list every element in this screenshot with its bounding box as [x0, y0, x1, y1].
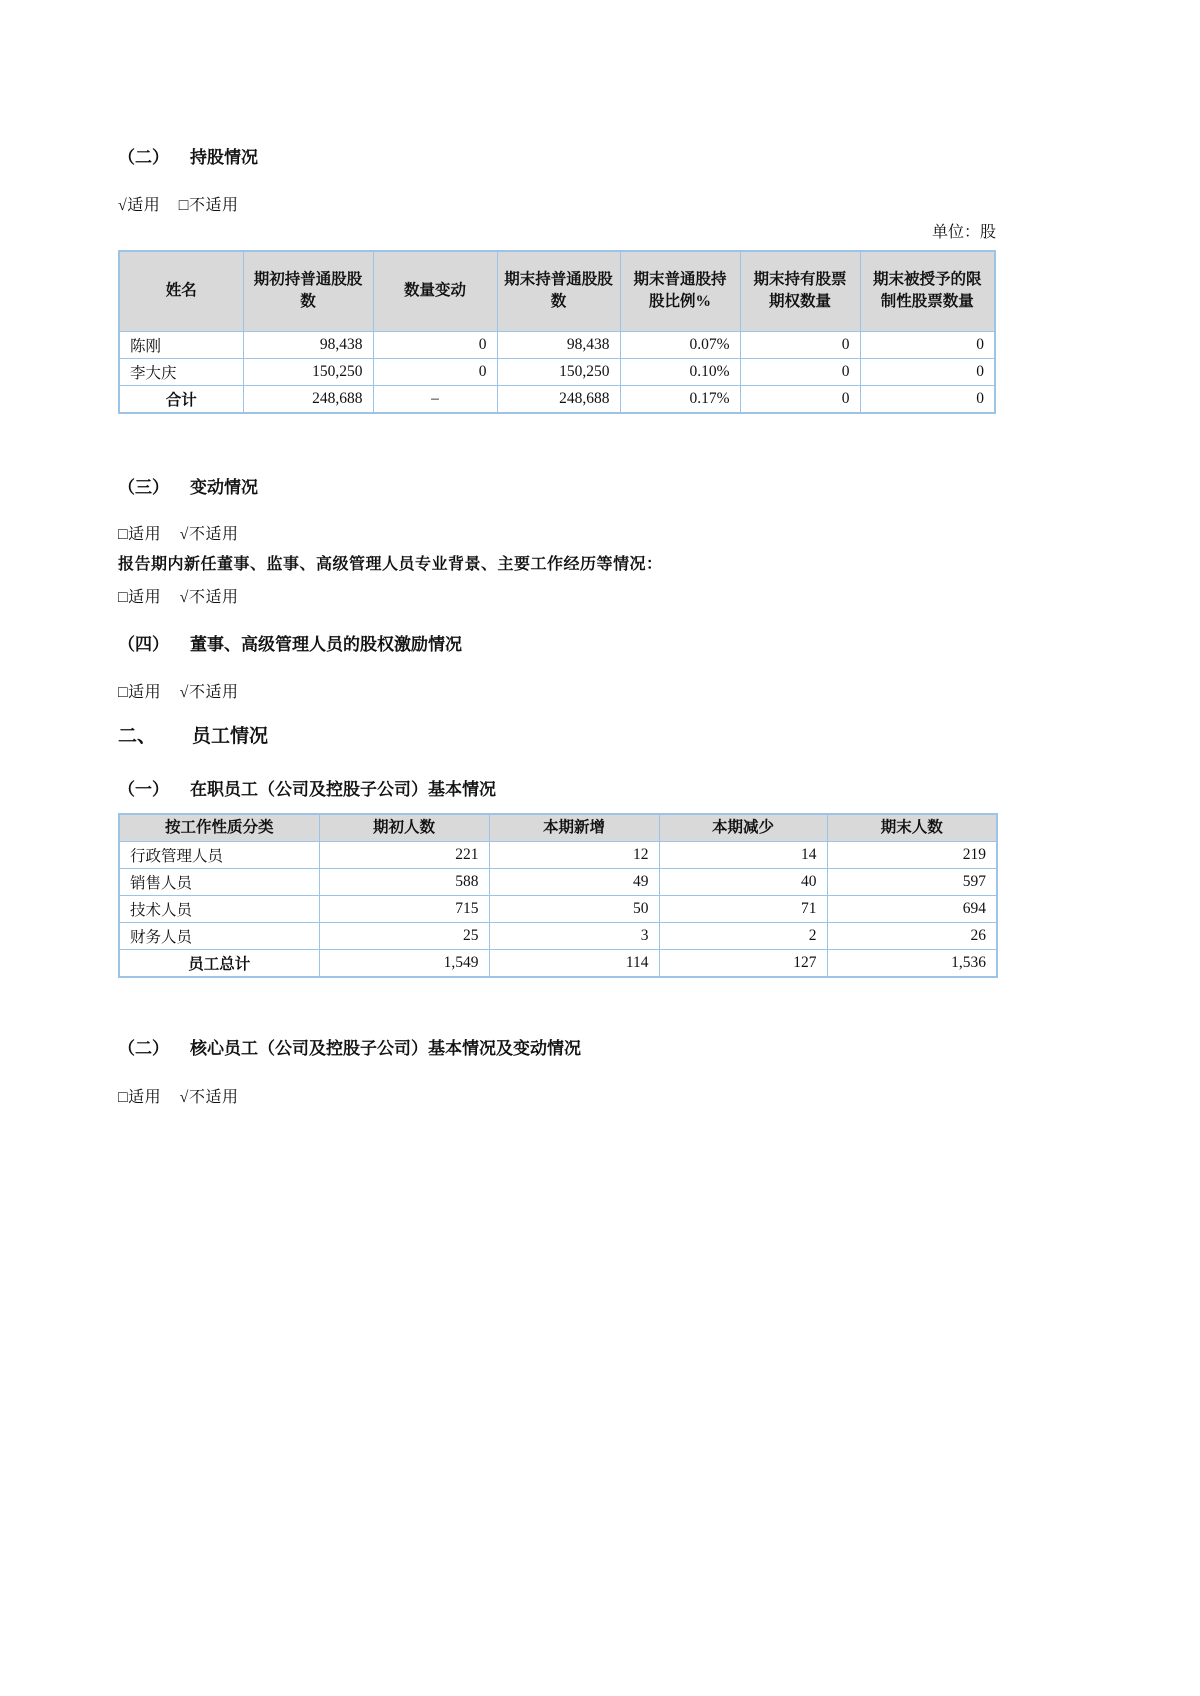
table-row — [119, 896, 997, 923]
col-header-name: 姓名 — [119, 251, 243, 331]
cell-restricted: 0 — [860, 331, 995, 358]
table-header-row — [119, 251, 995, 331]
table-row — [119, 869, 997, 896]
col-header-reduced: 本期减少 — [659, 814, 827, 842]
cell-change: – — [373, 385, 497, 413]
section-number: （二） — [118, 1039, 169, 1058]
cell-end-count: 26 — [827, 923, 997, 950]
section-heading-changes — [118, 473, 996, 498]
cell-begin-shares: 98,438 — [243, 331, 373, 358]
cell-end-shares: 98,438 — [497, 331, 620, 358]
cell-end-count: 597 — [827, 869, 997, 896]
table-row — [119, 842, 997, 869]
section-title: 员工情况 — [192, 726, 269, 747]
cell-options: 0 — [740, 358, 860, 385]
section-title: 在职员工（公司及控股子公司）基本情况 — [190, 780, 496, 799]
cell-change: 0 — [373, 331, 497, 358]
cell-begin-count: 588 — [319, 869, 489, 896]
cell-reduced: 71 — [659, 896, 827, 923]
section-heading-active-employees — [118, 775, 996, 800]
cell-restricted: 0 — [860, 358, 995, 385]
cell-reduced: 40 — [659, 869, 827, 896]
not-applicable-option: □不适用 — [178, 197, 239, 214]
cell-category: 行政管理人员 — [119, 842, 319, 869]
col-header-restricted: 期末被授予的限制性股票数量 — [860, 251, 995, 331]
unit-note: 单位：股 — [931, 224, 996, 241]
col-header-end-count: 期末人数 — [827, 814, 997, 842]
section-number: （二） — [118, 148, 169, 167]
cell-added: 50 — [489, 896, 659, 923]
col-header-change: 数量变动 — [373, 251, 497, 331]
col-header-end-ratio: 期末普通股持股比例% — [620, 251, 740, 331]
table-row — [119, 358, 995, 385]
col-header-begin-count: 期初人数 — [319, 814, 489, 842]
applicability-line-core — [118, 1084, 996, 1107]
col-header-added: 本期新增 — [489, 814, 659, 842]
section-heading-incentive — [118, 630, 996, 655]
table-total-row — [119, 950, 997, 978]
applicable-option: □适用 — [118, 1089, 162, 1106]
cell-begin-count: 221 — [319, 842, 489, 869]
applicability-line-holdings — [118, 192, 996, 215]
section-heading-employees — [118, 721, 996, 748]
applicability-line-note — [118, 584, 996, 607]
cell-added: 3 — [489, 923, 659, 950]
cell-reduced: 14 — [659, 842, 827, 869]
cell-options: 0 — [740, 331, 860, 358]
cell-added: 114 — [489, 950, 659, 978]
section-number: 二、 — [118, 726, 157, 747]
applicable-option-checked: √适用 — [118, 197, 161, 214]
section-title: 变动情况 — [190, 478, 258, 497]
cell-begin-count: 715 — [319, 896, 489, 923]
cell-begin-count: 25 — [319, 923, 489, 950]
not-applicable-option-checked: √不适用 — [179, 684, 239, 701]
cell-begin-shares: 248,688 — [243, 385, 373, 413]
cell-end-ratio: 0.07% — [620, 331, 740, 358]
section-title: 董事、高级管理人员的股权激励情况 — [190, 635, 462, 654]
section-heading-core-employees — [118, 1034, 996, 1059]
cell-category: 财务人员 — [119, 923, 319, 950]
cell-reduced: 127 — [659, 950, 827, 978]
col-header-end-shares: 期末持普通股股数 — [497, 251, 620, 331]
cell-end-ratio: 0.10% — [620, 358, 740, 385]
col-header-category: 按工作性质分类 — [119, 814, 319, 842]
cell-category: 技术人员 — [119, 896, 319, 923]
cell-added: 12 — [489, 842, 659, 869]
section-number: （一） — [118, 780, 169, 799]
employees-table — [118, 813, 998, 978]
col-header-begin-shares: 期初持普通股股数 — [243, 251, 373, 331]
cell-name: 陈刚 — [119, 331, 243, 358]
applicability-line-changes — [118, 521, 996, 544]
cell-end-shares: 248,688 — [497, 385, 620, 413]
new-appointments-note: 报告期内新任董事、监事、高级管理人员专业背景、主要工作经历等情况： — [118, 556, 663, 573]
table-total-row — [119, 385, 995, 413]
cell-total-label: 合计 — [119, 385, 243, 413]
cell-change: 0 — [373, 358, 497, 385]
cell-end-shares: 150,250 — [497, 358, 620, 385]
col-header-options: 期末持有股票期权数量 — [740, 251, 860, 331]
section-title: 核心员工（公司及控股子公司）基本情况及变动情况 — [190, 1039, 581, 1058]
cell-end-count: 694 — [827, 896, 997, 923]
cell-begin-shares: 150,250 — [243, 358, 373, 385]
applicability-line-incentive — [118, 679, 996, 702]
not-applicable-option-checked: √不适用 — [179, 526, 239, 543]
cell-added: 49 — [489, 869, 659, 896]
not-applicable-option-checked: √不适用 — [179, 589, 239, 606]
cell-end-count: 1,536 — [827, 950, 997, 978]
cell-options: 0 — [740, 385, 860, 413]
applicable-option: □适用 — [118, 589, 162, 606]
cell-begin-count: 1,549 — [319, 950, 489, 978]
section-number: （四） — [118, 635, 169, 654]
applicable-option: □适用 — [118, 684, 162, 701]
cell-end-ratio: 0.17% — [620, 385, 740, 413]
cell-reduced: 2 — [659, 923, 827, 950]
table-row — [119, 331, 995, 358]
cell-end-count: 219 — [827, 842, 997, 869]
not-applicable-option-checked: √不适用 — [179, 1089, 239, 1106]
cell-category: 销售人员 — [119, 869, 319, 896]
table-header-row — [119, 814, 997, 842]
table-row — [119, 923, 997, 950]
section-number: （三） — [118, 478, 169, 497]
holdings-table — [118, 250, 996, 414]
cell-restricted: 0 — [860, 385, 995, 413]
cell-name: 李大庆 — [119, 358, 243, 385]
applicable-option: □适用 — [118, 526, 162, 543]
section-heading-holdings — [118, 143, 996, 168]
section-title: 持股情况 — [190, 148, 258, 167]
cell-total-label: 员工总计 — [119, 950, 319, 978]
